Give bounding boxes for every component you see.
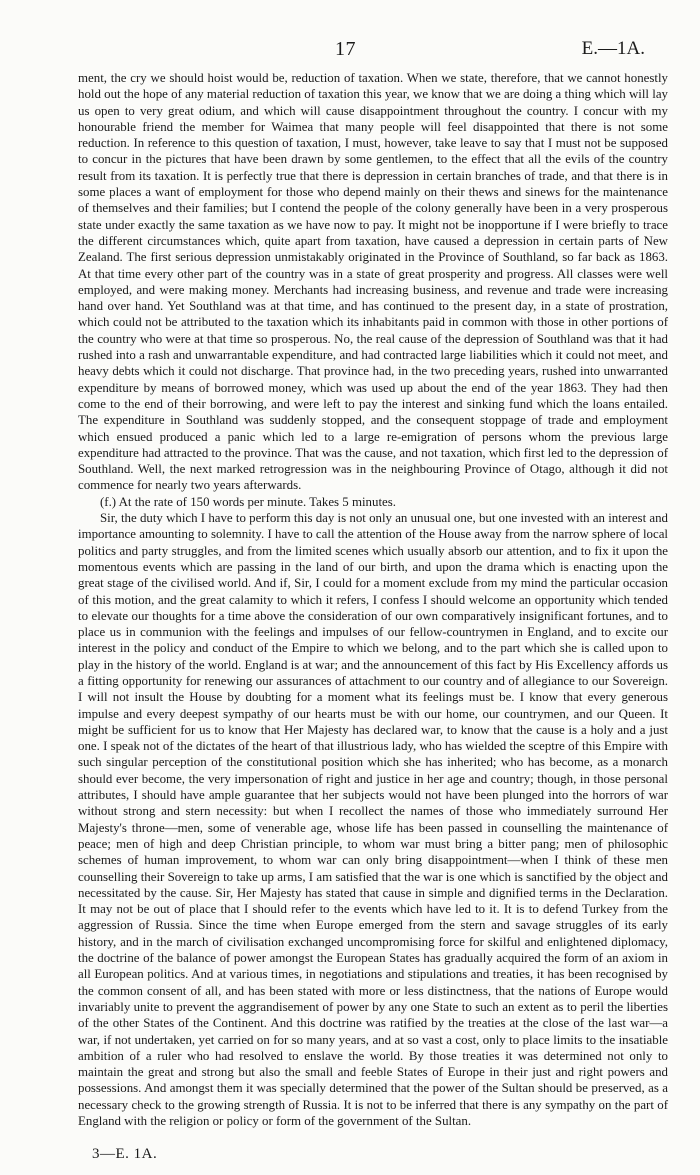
document-reference: E.—1A. <box>581 38 645 59</box>
exercise-heading: (f.) At the rate of 150 words per minute. Takes 5 minutes. <box>100 494 396 509</box>
paragraph-continued: ment, the cry we should hoist would be, reduction of taxation. When we state, therefore, that we cannot honestly hold out the hope of any material reduction of taxation this year, we know that we are doing a thing which will lay us open to very great odium, and which will cause disappointment throughout the country. I concur with my honourable friend the member for Waimea that many people will feel disappointed that there is not some reduction. In reference to this question of taxation, I must, however, take leave to say that I must not be supposed to concur in the pictures that have been drawn by some gentlemen, to the effect that all the evils of the country result from its taxation. It is perfectly true that there is depression in certain branches of trade, and that there is in some places a want of employment for those who depend mainly on their thews and sinews for the maintenance of themselves and their families; but I contend the people of the colony generally have been in a very prosperous state under exactly the same taxation as we have now to pay. It might not be inopportune if I were briefly to trace the different circumstances which, quite apart from taxation, have caused a depression in certain parts of New Zealand. The first serious depression unmistakably originated in the Province of Southland, so far back as 1863. At that time every other part of the country was in a state of great prosperity and progress. All classes were well employed, and were making money. Merchants had increasing business, and revenue and trade were increasing hand over hand. Yet Southland was at that time, and has continued to the present day, in a state of prostration, which could not be attributed to the taxation which its inhabitants paid in common with those in other portions of the country who were at that time so prosperous. No, the real cause of the depression of Southland was that it had rushed into a rash and unwarrantable expenditure, and had contracted large liabilities which it could not meet, and heavy debts which it could not discharge. That province had, in the two preceding years, rushed into unwarranted expenditure by means of borrowed money, which was used up about the end of the year 1863. They had then come to the end of their borrowing, and were left to pay the interest and sinking fund which the loans entailed. The expenditure in Southland was suddenly stopped, and the consequent stoppage of trade and employment which ensued produced a panic which led to a large re-emigration of persons whom the previous large expenditure had attracted to the province. That was the cause, and not taxation, which first led to the depression of Southland. Well, the next marked retrogression was in the neighbouring Province of Otago, although it did not commence for nearly two years afterwards. <box>78 71 668 493</box>
paragraph-speech: Sir, the duty which I have to perform this day is not only an unusual one, but one invested with an interest and importance amounting to solemnity. I have to call the attention of the House away from the narrow sphere of local politics and party struggles, and from the limited scenes which usually absorb our attention, and to fix it upon the momentous events which are passing in the land of our birth, and upon the drama which is enacting upon the great stage of the civilised world. And if, Sir, I could for a moment exclude from my mind the particular occasion of this motion, and the great calamity to which it refers, I confess I should welcome an opportunity which tended to elevate our thoughts for a time above the consideration of our own comparatively insignificant fortunes, and to place us in communion with the feelings and impulses of our fellow-countrymen in England, and to excite our interest in the policy and conduct of the Empire to which we belong, and to the part which she is called upon to play in the history of the world. England is at war; and the announcement of this fact by His Excellency affords us a fitting opportunity for renewing our assurances of attachment to our country and of allegiance to our Sovereign. I will not insult the House by doubting for a moment what its feelings must be. I know that every generous impulse and every deepest sympathy of our hearts must be with our home, our countrymen, and our Queen. It might be sufficient for us to know that Her Majesty has declared war, to know that the cause is a holy and a just one. I speak not of the dictates of the heart of that illustrious lady, who has wielded the sceptre of this Empire with such singular perception of the constitutional position which she has inherited; who has become, as a monarch should ever become, the very impersonation of right and justice in her age and country; though, in those personal attributes, I should have ample guarantee that her subjects would not have been plunged into the horrors of war without strong and stern necessity: but when I recollect the names of those who immediately surround Her Majesty's throne—men, some of venerable age, whose life has been passed in counselling the maintenance of peace; men of high and deep Christian principle, to whom war must bring a bitter pang; men of philosophic schemes of human improvement, to whom war can only bring disappointment—when I think of these men counselling their Sovereign to take up arms, I am satisfied that the war is one which is sanctified by the object and necessitated by the cause. Sir, Her Majesty has stated that cause in simple and dignified terms in the Declaration. It may not be out of place that I should refer to the events which have led to it. It is to defend Turkey from the aggression of Russia. Since the time when Europe emerged from the stern and savage struggles of its early history, and in the march of civilisation exchanged uncompromising force for skilful and enlightened diplomacy, the doctrine of the balance of power amongst the European States has gradually acquired the form of an axiom in all European politics. And at various times, in negotiations and stipulations and treaties, it has been recognised by the common consent of all, and has been stated with more or less distinctness, that the nations of Europe would invariably unite to prevent the aggrandisement of power by any one State to such an extent as to peril the liberties of the other States of the Continent. And this doctrine was ratified by the treaties at the close of the last war—a war, if not undertaken, yet carried on for so many years, and at so vast a cost, only to place limits to the insatiable ambition of a ruler who had resolved to enslave the world. By those treaties it was determined not only to maintain the great and strong but also the small and feeble States of Europe in their just and right powers and possessions. And amongst them it was specially determined that the power of the Sultan should be preserved, as a necessary check to the growing strength of Russia. It is not to be inferred that there is any sympathy on the part of England with the religion or policy or form of the government of the Sultan. <box>78 511 668 1128</box>
page-number: 17 <box>335 38 356 60</box>
document-body <box>78 70 668 1129</box>
sheet-signature: 3—E. 1A. <box>92 1146 158 1162</box>
